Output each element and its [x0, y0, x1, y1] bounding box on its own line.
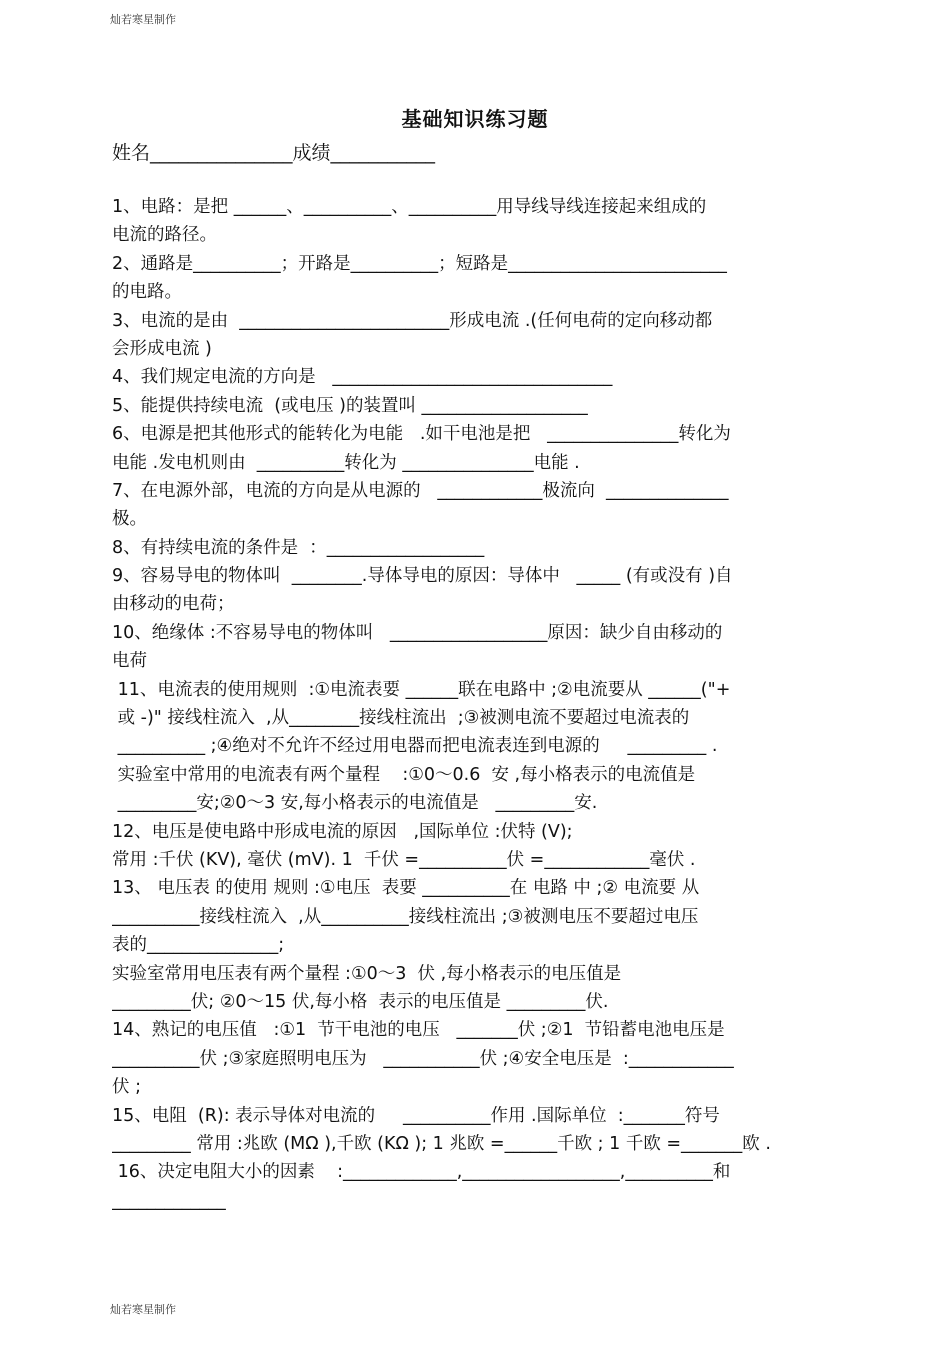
question-line: 1、电路：是把 ______、__________、__________用导线导线连接起来组成的: [112, 197, 707, 217]
question-8: [112, 534, 852, 562]
page-title: 基础知识练习题: [401, 107, 549, 131]
question-line: 由移动的电荷；: [112, 594, 235, 615]
question-line: _________伏; ②0～15 伏,每小格 表示的电压值是 _________伏.: [112, 991, 609, 1012]
question-line: 会形成电流 ): [112, 338, 212, 359]
question-10: [112, 619, 852, 676]
question-line: __________ ;④绝对不允许不经过用电器而把电流表连到电源的 _________ .: [112, 736, 718, 757]
question-line: 电流的路径。: [112, 225, 217, 246]
question-12: [112, 818, 852, 875]
question-line: 电能 .发电机则由 __________转化为 _______________电能 .: [112, 452, 580, 473]
question-line: 7、在电源外部，电流的方向是从电源的 ____________极流向 ______________: [112, 480, 729, 501]
question-line: 6、电源是把其他形式的能转化为电能 .如干电池是把 _______________转化为: [112, 424, 731, 445]
question-line: 12、电压是使电路中形成电流的原因 ,国际单位 :伏特 (V);: [112, 821, 573, 842]
question-line: 电荷: [112, 651, 147, 672]
name-score-line: 姓名_______________成绩___________: [112, 142, 436, 164]
question-line: 实验室中常用的电流表有两个量程 :①0～0.6 安 ,每小格表示的电流值是: [112, 764, 696, 785]
question-2: [112, 250, 852, 307]
question-14: [112, 1016, 852, 1101]
question-list: [112, 193, 852, 1215]
question-15-16: [112, 1102, 852, 1216]
question-line: 极。: [112, 509, 147, 530]
question-line: __________伏 ;③家庭照明电压为 ___________伏 ;④安全电压是 :____________: [112, 1048, 734, 1069]
question-line: 8、有持续电流的条件是 ：__________________: [112, 537, 485, 558]
question-line: 或 -)" 接线柱流入 ,从________接线柱流出 ;③被测电流不要超过电流表的: [112, 708, 690, 729]
question-line: 常用 :千伏 (KV), 毫伏 (mV). 1 千伏 =__________伏 =____________毫伏 .: [112, 849, 696, 870]
question-line: 13、 电压表 的使用 规则 :①电压 表要 __________在 电路 中 ;② 电流要 从: [112, 878, 700, 899]
footer-watermark: 灿若寒星制作: [110, 1303, 176, 1316]
question-line: 5、能提供持续电流 (或电压 )的装置叫 ___________________: [112, 395, 588, 416]
question-line: _________ 常用 :兆欧 (MΩ ),千欧 (KΩ ); 1 兆欧 =______千欧 ; 1 千欧 =_______欧 .: [112, 1133, 771, 1154]
question-line: __________接线柱流入 ,从__________接线柱流出 ;③被测电压不要超过电压: [112, 906, 699, 927]
question-line: 16、决定电阻大小的因素 :_____________,__________________,__________和: [112, 1162, 731, 1183]
question-13: [112, 874, 852, 1016]
question-line: 3、电流的是由 ________________________形成电流 .(任何电荷的定向移动都: [112, 310, 713, 331]
question-line: 实验室常用电压表有两个量程 :①0～3 伏 ,每小格表示的电压值是: [112, 963, 622, 984]
question-3: [112, 307, 852, 364]
question-6: [112, 420, 852, 477]
question-11: [112, 676, 852, 818]
question-line: 15、电阻 (R): 表示导体对电流的 __________作用 .国际单位 :_______符号: [112, 1105, 720, 1126]
header-watermark: 灿若寒星制作: [110, 13, 176, 26]
question-line: 的电路。: [112, 282, 182, 303]
question-line: 9、容易导电的物体叫 ________.导体导电的原因：导体中 _____ (有或没有 )自: [112, 566, 733, 587]
question-line: 伏 ;: [112, 1077, 141, 1098]
question-1: [112, 193, 852, 250]
question-4: [112, 363, 852, 391]
question-line: 14、熟记的电压值 :①1 节干电池的电压 _______伏 ;②1 节铅蓄电池电压是: [112, 1020, 725, 1041]
question-9: [112, 562, 852, 619]
question-line: _____________: [112, 1190, 226, 1211]
question-7: [112, 477, 852, 534]
question-line: 11、电流表的使用规则 :①电流表要 ______联在电路中 ;②电流要从 ______("+: [112, 679, 731, 700]
question-5: [112, 392, 852, 420]
question-line: 2、通路是__________；开路是__________；短路是_________________________: [112, 253, 727, 274]
question-line: 10、绝缘体 :不容易导电的物体叫 __________________原因：缺少自由移动的: [112, 622, 723, 643]
question-line: 4、我们规定电流的方向是 ________________________________: [112, 367, 613, 388]
question-line: _________安;②0～3 安,每小格表示的电流值是 _________安.: [112, 793, 598, 814]
question-line: 表的_______________;: [112, 935, 285, 956]
